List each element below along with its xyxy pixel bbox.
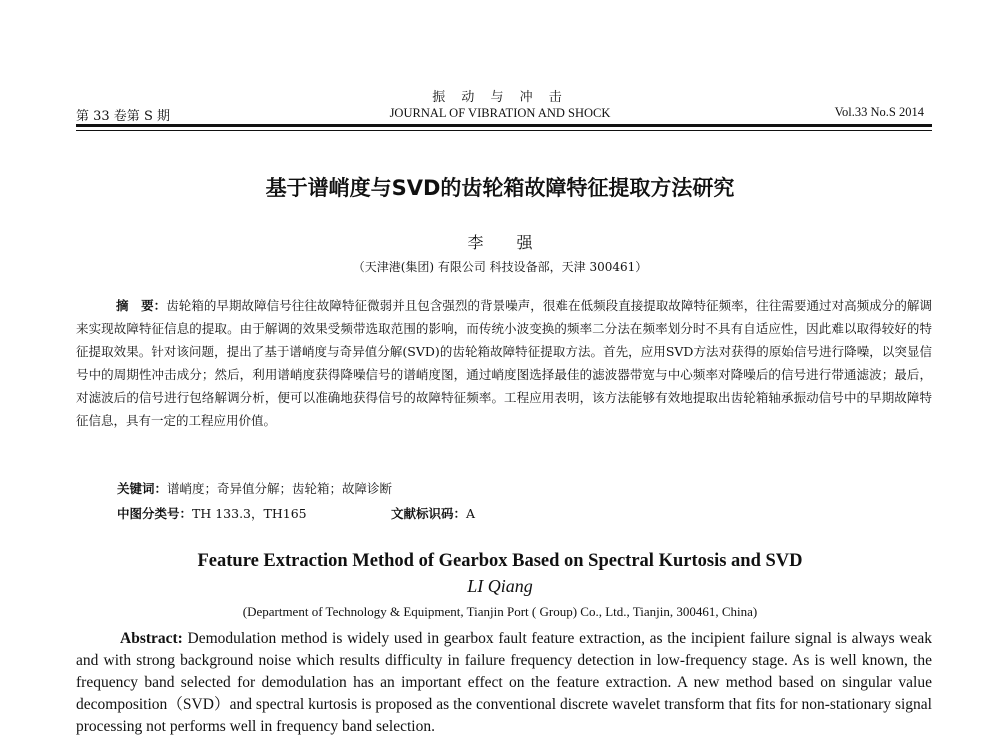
keywords-text: 谱峭度；奇异值分解；齿轮箱；故障诊断: [167, 481, 393, 496]
classification-text: TH 133.3，TH165: [192, 506, 307, 521]
document-code-line: [391, 504, 475, 522]
author-name-cn: 李 强: [467, 233, 547, 252]
classification-line: [117, 504, 307, 522]
paper-title-cn: 基于谱峭度与SVD的齿轮箱故障特征提取方法研究: [265, 176, 735, 200]
affiliation-en: (Department of Technology & Equipment, Tianjin Port ( Group) Co., Ltd., Tianjin, 300461, China): [242, 604, 758, 619]
abstract-text-cn: 齿轮箱的早期故障信号往往故障特征微弱并且包含强烈的背景噪声，很难在低频段直接提取故障特征频率，往往需要通过对高频成分的解调来实现故障特征信息的提取。由于解调的效果受频带选取范围的影响，而传统小波变换的频率二分法在频率划分时不具有自适应性，因此难以取得较好的特征提取效果。针对该问题，提出了基于谱峭度与奇异值分解(SVD)的齿轮箱故障特征提取方法。首先，应用SVD方法对获得的原始信号进行降噪，以突显信号中的周期性冲击成分；然后，利用谱峭度获得降噪信号的谱峭度图，通过峭度图选择最佳的滤波器带宽与中心频率对降噪后的信号进行带通滤波；最后，对滤波后的信号进行包络解调分析，便可以准确地获得信号的故障特征频率。工程应用表明，该方法能够有效地提取出齿轮箱轴承振动信号中的早期故障特征信息，具有一定的工程应用价值。: [76, 298, 932, 428]
journal-name-cn: 振 动 与 冲 击: [432, 90, 568, 105]
author-name-en: LI Qiang: [467, 576, 533, 596]
abstract-label-cn: 摘 要：: [116, 298, 167, 313]
header-rule-thin: [76, 130, 932, 131]
abstract-text-en: Demodulation method is widely used in gearbox fault feature extraction, as the incipient failure signal is always weak and with strong background noise which results difficulty in failure frequency detection in low-frequency stage. As is well known, the frequency band selected for demodulation has an important effect on the feature extraction. A new method based on singular value decomposition（SVD）and spectral kurtosis is proposed as the conventional discrete wavelet transform that fits for non-stationary signal processing not performs well in frequency band selection.: [76, 630, 932, 735]
header-rule-thick: [76, 124, 932, 127]
keywords-label: 关键词：: [117, 481, 168, 496]
affiliation-cn: （天津港(集团) 有限公司 科技设备部，天津 300461）: [352, 260, 648, 274]
keywords-line: [117, 479, 392, 497]
volume-issue-en: Vol.33 No.S 2014: [834, 105, 924, 119]
paper-title-en: Feature Extraction Method of Gearbox Based on Spectral Kurtosis and SVD: [197, 551, 803, 571]
abstract-label-en: Abstract:: [120, 630, 183, 647]
abstract-en: [76, 628, 932, 738]
document-code-label: 文献标识码：: [391, 506, 467, 521]
journal-name-en: JOURNAL OF VIBRATION AND SHOCK: [389, 106, 611, 120]
classification-label: 中图分类号：: [117, 506, 193, 521]
abstract-cn: [76, 294, 932, 432]
document-code-text: A: [466, 506, 476, 521]
volume-issue-cn: 第 33 卷第 S 期: [76, 109, 170, 124]
